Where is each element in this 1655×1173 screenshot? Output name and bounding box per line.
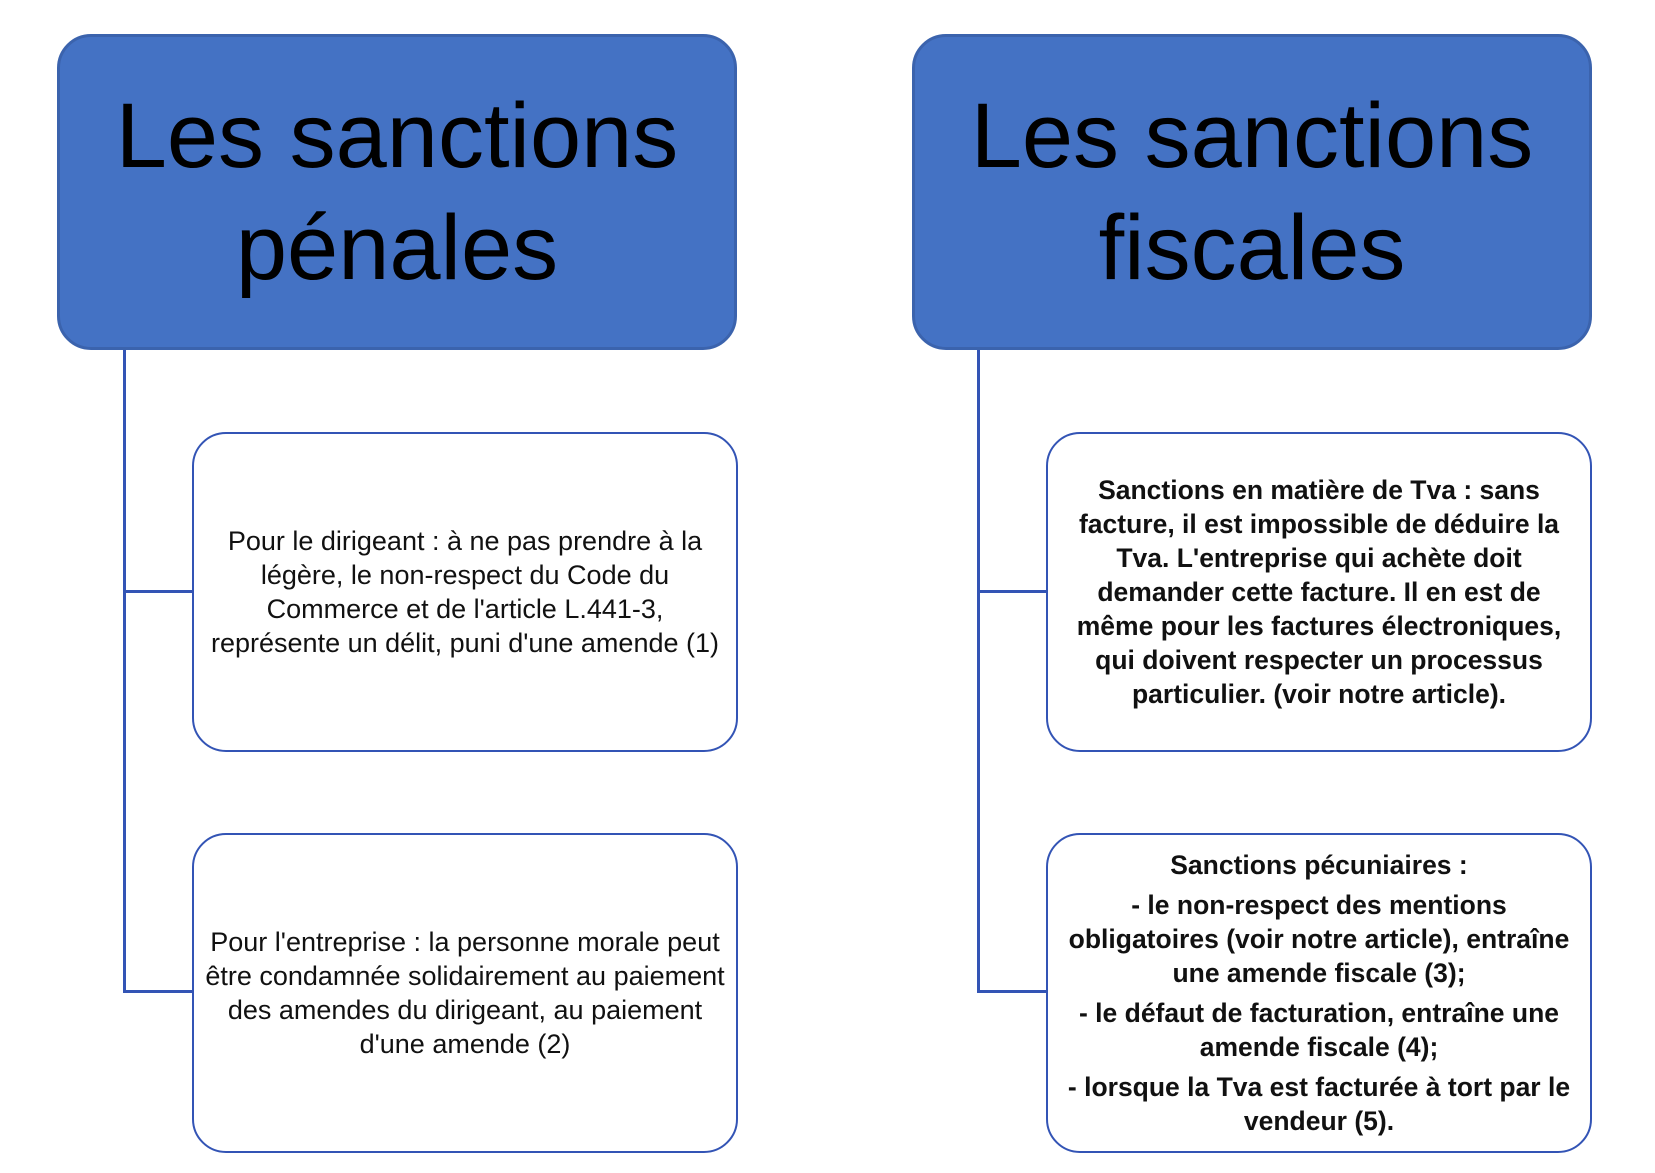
box-entreprise-text: Pour l'entreprise : la personne morale peut être condamnée solidairement au paiement des amendes du dirigeant, au paiement d'une amende (2) [205,927,725,1059]
box-pecuniaires [1046,833,1592,1153]
box-pecuniaires-item-3: - lorsque la Tva est facturée à tort par le vendeur (5). [1067,1072,1571,1136]
connector-left-branch-1 [123,590,193,593]
header-title [971,80,1534,304]
box-pecuniaires-item-1: - le non-respect des mentions obligatoires (voir notre article), entraîne une amende fiscale (3); [1068,890,1570,988]
header-title [116,80,679,304]
header-title-line2: fiscales [1098,197,1406,299]
box-pecuniaires-item-2: - le défaut de facturation, entraîne une amende fiscale (4); [1078,998,1559,1062]
connector-right-vertical [977,350,980,992]
header-title-line1: Les sanctions [115,85,679,187]
connector-right-branch-1 [977,590,1047,593]
box-tva [1046,432,1592,752]
connector-right-branch-2 [977,990,1047,993]
header-title-line1: Les sanctions [970,85,1534,187]
header-sanctions-fiscales [912,34,1592,350]
header-sanctions-penales [57,34,737,350]
box-dirigeant [192,432,738,752]
box-dirigeant-text: Pour le dirigeant : à ne pas prendre à la légère, le non-respect du Code du Commerce et de l'article L.441-3, représente un délit, puni d'une amende (1) [211,526,719,658]
connector-left-vertical [123,350,126,992]
connector-left-branch-2 [123,990,193,993]
box-entreprise [192,833,738,1153]
box-tva-text: Sanctions en matière de Tva : sans facture, il est impossible de déduire la Tva. L'entreprise qui achète doit demander cette facture. Il en est de même pour les factures électroniques, qui doivent respecter un processus particulier. (voir notre article). [1076,475,1562,709]
box-pecuniaires-heading: Sanctions pécuniaires : [1170,850,1468,880]
header-title-line2: pénales [235,197,559,299]
